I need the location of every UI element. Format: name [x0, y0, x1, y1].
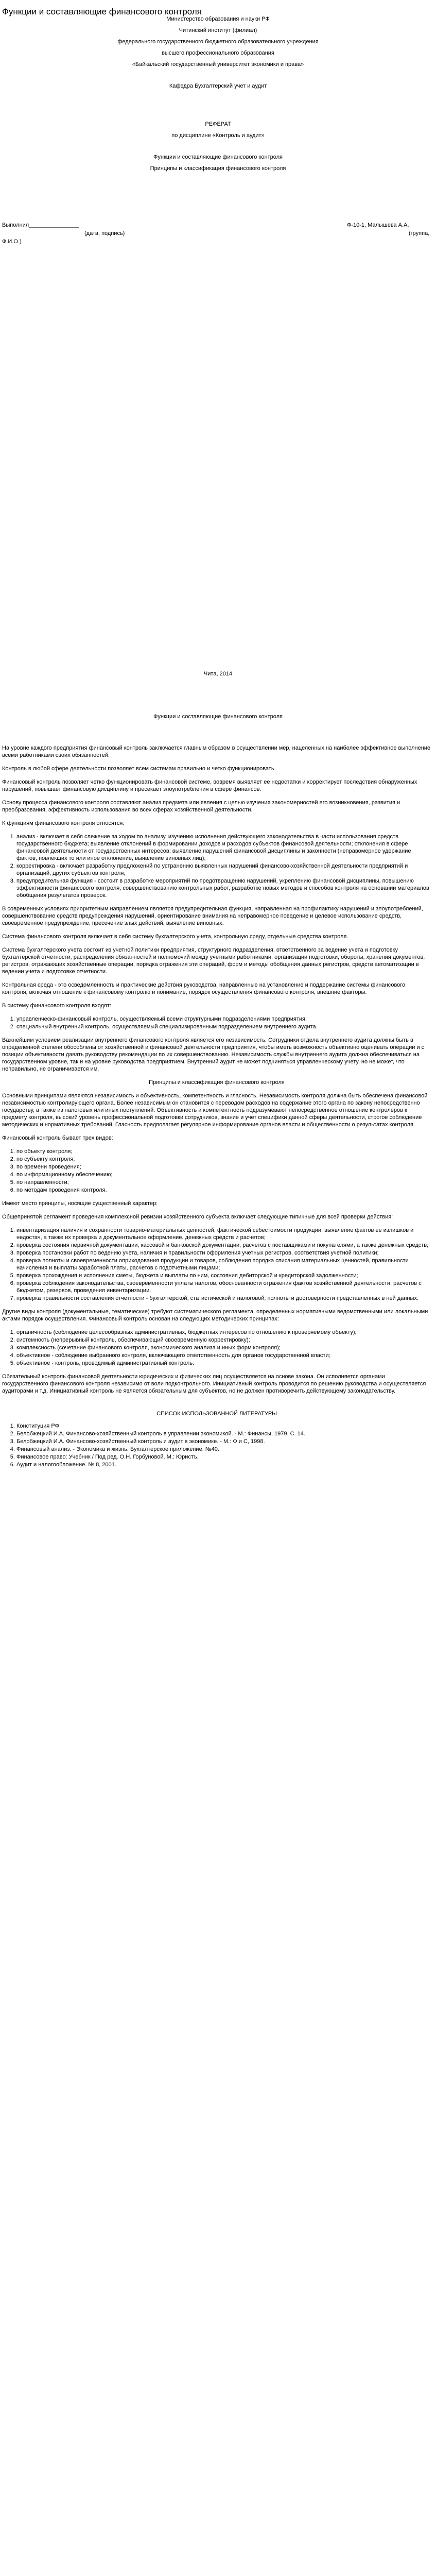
paragraph: Другие виды контроля (документальные, тематические) требуют систематического регламента, определенных нормативными ведомственными или локальными актами порядок осуществления. Финансовый контроль основан на следующих методических принципах: [2, 1309, 428, 1322]
paragraph: Контрольная среда - это осведомленность и практические действия руководства, направленные на установление и поддержание системы финансового контроля, включая отношение к финансовому контролю и понимание, порядок осуществления финансового контроля, внешние факторы. [2, 982, 406, 995]
list-item: 6. проверка соблюдения законодательства, своевременности уплаты налогов, обоснованности отражения фактов хозяйственной деятельности, расчетов с бюджетом, резервов, проведения инвентаризации. [16, 1280, 431, 1294]
list-item: 2. специальный внутренний контроль, осуществляемый специализированным подразделением внутреннего аудита. [16, 1023, 431, 1030]
fio-caption: Ф.И.О.) [2, 239, 22, 245]
paragraph: К функциям финансового контроля относятся: [2, 820, 125, 826]
list-item: 2. проверка состояния первичной документации, кассовой и банковской документации, расчетов с поставщиками и покупателями, а также денежных средств; [16, 1242, 431, 1249]
institute-line: Читинский институт (филиал) [179, 27, 257, 33]
paragraph: Финансовый контроль позволяет четко функционировать финансовой системе, вовремя выявляет ее недостатки и корректирует последствия обнаруженных нарушений, повышает финансовую дисциплину и пресекает злоупотребления в сфере финансов. [2, 779, 417, 792]
list-item: 5. объективное - контроль, проводимый административный контроль. [16, 1360, 431, 1367]
list-item: 1. инвентаризация наличия и сохранности товарно-материальных ценностей, фактической себестоимости продукции, выявление фактов ее излишков и недостач, а также их проверка и документальное оформление, денежных средств и расчетов; [16, 1227, 431, 1241]
list-item: 7. проверка правильности составления отчетности - бухгалтерской, статистической и налоговой, полноты и достоверности представленных в ней данных. [16, 1295, 431, 1302]
section-heading: Функции и составляющие финансового контроля [153, 714, 283, 720]
reference-item: 3. Белобжецкий И.А. Финансово-хозяйственный контроль и аудит в экономике. - М.: Ф и С, 1998. [16, 1438, 431, 1445]
list-item: 2. системность (непрерывный контроль, обеспечивающий своевременную корректировку); [16, 1336, 431, 1344]
performed-label: Выполнил [2, 222, 29, 228]
principles-list [2, 1329, 431, 1367]
reference-item: 6. Аудит и налогообложение. № 8, 2001. [16, 1461, 431, 1468]
list-item: 4. по информационному обеспечению; [16, 1171, 431, 1178]
references-heading: СПИСОК ИСПОЛЬЗОВАННОЙ ЛИТЕРАТУРЫ [156, 1411, 277, 1417]
title-page [0, 15, 436, 176]
subtopic-line: Принципы и классификация финансового контроля [150, 165, 286, 172]
paragraph: В систему финансового контроля входят: [2, 1003, 111, 1009]
subsection-heading: Принципы и классификация финансового контроля [149, 1079, 285, 1086]
group-caption: (группа, [409, 230, 430, 236]
list-item: 6. по методам проведения контроля. [16, 1187, 431, 1194]
paragraph: Основу процесса финансового контроля составляют анализ предмета или явления с целью изучения закономерностей его возникновения, развития и преобразования, эффективность использования во всех сферах хозяйственной деятельности. [2, 800, 400, 813]
reference-item: 2. Белобжецкий И.А. Финансово-хозяйственный контроль в управлении экономикой. - М.: Финансы, 1979. С. 14. [16, 1430, 431, 1437]
paragraph: Финансовый контроль бывает трех видов: [2, 1135, 113, 1141]
signature-line: ________________ [29, 222, 79, 228]
paragraph: Система финансового контроля включает в себя систему бухгалтерского учета, контрольную среду, отдельные средства контроля. [2, 934, 348, 940]
list-item: 3. проверка постановки работ по ведению учета, наличия и правильности оформления учетных регистров, соответствия учетной политики; [16, 1249, 431, 1257]
page-title: Функции и составляющие финансового контроля [2, 7, 202, 17]
functions-list [2, 833, 431, 899]
list-item: 4. объективное - соблюдение выбранного контроля, включающего ответственность для органов государственной власти; [16, 1352, 431, 1359]
list-item: 5. проверка прохождения и исполнения сметы, бюджета и выплаты по ним, состояния дебиторской и кредиторской задолженности; [16, 1272, 431, 1279]
reference-item: 1. Конституция РФ [16, 1422, 431, 1430]
fio-row [2, 238, 433, 246]
list-item: 3. по времени проведения; [16, 1163, 431, 1171]
list-item: 5. по направленности; [16, 1179, 431, 1186]
references-section [2, 1410, 431, 1468]
university-line: «Байкальский государственный университет экономики и права» [132, 61, 304, 67]
city-year: Чита, 2014 [203, 671, 233, 677]
department-line: Кафедра Бухгалтерский учет и аудит [169, 83, 267, 89]
list-item: 3. предупредительная функция - состоит в разработке мероприятий по предотвращению нарушений, укреплению финансовой дисциплины, повышению эффективности финансового контроля, совершенствованию контрольных работ, разработке новых методов и способов контроля на основании материалов обобщения результатов проверок. [16, 877, 431, 899]
paragraph: Контроль в любой сфере деятельности позволяет всем системам правильно и четко функционировать. [2, 766, 276, 772]
institution-type-line: федерального государственного бюджетного образовательного учреждения [117, 39, 319, 45]
list-item: 1. органичность (соблюдение целесообразных административных, бюджетных интересов по отношению к проверяемому объекту); [16, 1329, 431, 1336]
list-item: 4. проверка полноты и своевременности оприходования продукции и товаров, соблюдения порядка списания материальных ценностей, правильности начисления и выплаты заработной платы, расчетов с подотчетными лицами; [16, 1257, 431, 1272]
discipline-line: по дисциплине «Контроль и аудит» [171, 132, 265, 139]
revision-steps-list [2, 1227, 431, 1302]
reference-item: 4. Финансовый анализ. - Экономика и жизнь. Бухгалтерское приложение. №40. [16, 1446, 431, 1453]
paragraph: В современных условиях приоритетным направлением является предупредительная функция, направленная на профилактику нарушений и злоупотреблений, совершенствование средств предупреждения нарушений, ориентирование внимания на неправомерное поведение и целевое использование средств, своевременное предупреждение, пресечение злых действий, выявление виновных. [2, 906, 423, 926]
paragraph: Общепринятой регламент проведения комплексной ревизии хозяйственного субъекта включает следующие типичные для всей проверки действия: [2, 1214, 393, 1220]
list-item: 2. по субъекту контроля; [16, 1156, 431, 1163]
work-type: РЕФЕРАТ [205, 121, 231, 127]
signature-block [2, 222, 433, 246]
paragraph: На уровне каждого предприятия финансовый контроль заключается главным образом в осуществлении мер, нацеленных на наиболее эффективное выполнение всеми работниками своих обязанностей. [2, 745, 431, 758]
reference-item: 5. Финансовое право: Учебник / Под ред. О.Н. Горбуновой. М.: Юристъ. [16, 1453, 431, 1461]
paragraph: Основными принципами являются независимость и объективность, компетентность и гласность. Независимость контроля должна быть обеспечена финансовой независимостью контролирующего органа. Более независимым он становится с переводом расходов на содержание этого органа по закону непосредственно государству, а также из налоговых или иных поступлений. Объективность и компетентность подразумевают непосредственное отношение контролеров к предмету контроля, высокий уровень профессиональной подготовки сотрудников, знание и учет специфики данной сферы деятельности, строгое соблюдение методических и нормативных требований. Гласность предполагает регулярное информирование органов власти и общественности о результатах контроля. [2, 1093, 428, 1128]
education-level-line: высшего профессионального образования [162, 50, 274, 56]
list-item: 3. комплексность (сочетание финансового контроля, экономического анализа и иных форм контроля); [16, 1344, 431, 1351]
essay-body [2, 744, 431, 1469]
topic-line: Функции и составляющие финансового контроля [153, 154, 283, 160]
paragraph: Обязательный контроль финансовой деятельности юридических и физических лиц осуществляется на основе закона. Он исполняется органами государственного финансового контроля независимо от воли подконтрольного. Инициативный контроль проводится по решению руководства и осуществляется аудиторами и т.д. Инициативный контроль не является обязательным для субъектов, но не должен противоречить действующему законодательству. [2, 1374, 426, 1394]
references-list [2, 1422, 431, 1468]
signature-caption-row [2, 230, 433, 238]
student-info: Ф-10-1, Малышева А.А. [347, 222, 409, 228]
list-item: 1. по объекту контроля; [16, 1148, 431, 1155]
kinds-list [2, 1148, 431, 1194]
components-list [2, 1015, 431, 1030]
signature-row [2, 222, 433, 230]
list-item: 1. анализ - включает в себя слежение за ходом по анализу, изучению исполнения действующего законодательства в части использования средств государственного бюджета; выявление отклонений в формировании доходов и расходов субъектов финансовой деятельности; отклонения в сфере финансовой деятельности от государственных интересов; выявление нарушений финансовой дисциплины и законности (неправомерное удержание фактов, повлекших то или иное отклонение, выявление виновных лиц); [16, 833, 431, 862]
list-item: 2. корректировка - включает разработку предложений по устранению выявленных нарушений финансово-хозяйственной деятельности предприятий и организаций, других субъектов контроля; [16, 862, 431, 877]
paragraph: Важнейшим условием реализации внутреннего финансового контроля является его независимость. Сотрудники отдела внутреннего аудита должны быть в определенной степени обособлены от хозяйственной и финансовой деятельности предприятия, чтобы иметь возможность объективно оценивать операции и с позиции объективности давать руководству рекомендации по их совершенствованию. Независимость службы внутреннего аудита должна обеспечиваться на государственном уровне, так и на уровне руководства предприятием. Внутренний аудит не может подчиняться управленческому учету, но не может, что неправильно, не ограничивается им. [2, 1037, 425, 1072]
list-item: 1. управленческо-финансовый контроль, осуществляемый всеми структурными подразделениями предприятия; [16, 1015, 431, 1023]
ministry-line: Министерство образования и науки РФ [166, 16, 270, 22]
paragraph: Имеют место принципы, носящие существенный характер: [2, 1200, 158, 1207]
date-sign-caption: (дата, подпись) [84, 230, 125, 236]
paragraph: Система бухгалтерского учета состоит из учетной политики предприятия, структурного подразделения, ответственного за ведение учета и подготовку бухгалтерской отчетности, распределения обязанностей и полномочий между учетными работниками, организации подготовки, обороты, хранения документов, регистров, отражающих хозяйственные операции, порядка отражения эти операций, форм и методы обобщения данных регистров, средств автоматизации в ведении учета и подготовке отчетности. [2, 947, 425, 975]
